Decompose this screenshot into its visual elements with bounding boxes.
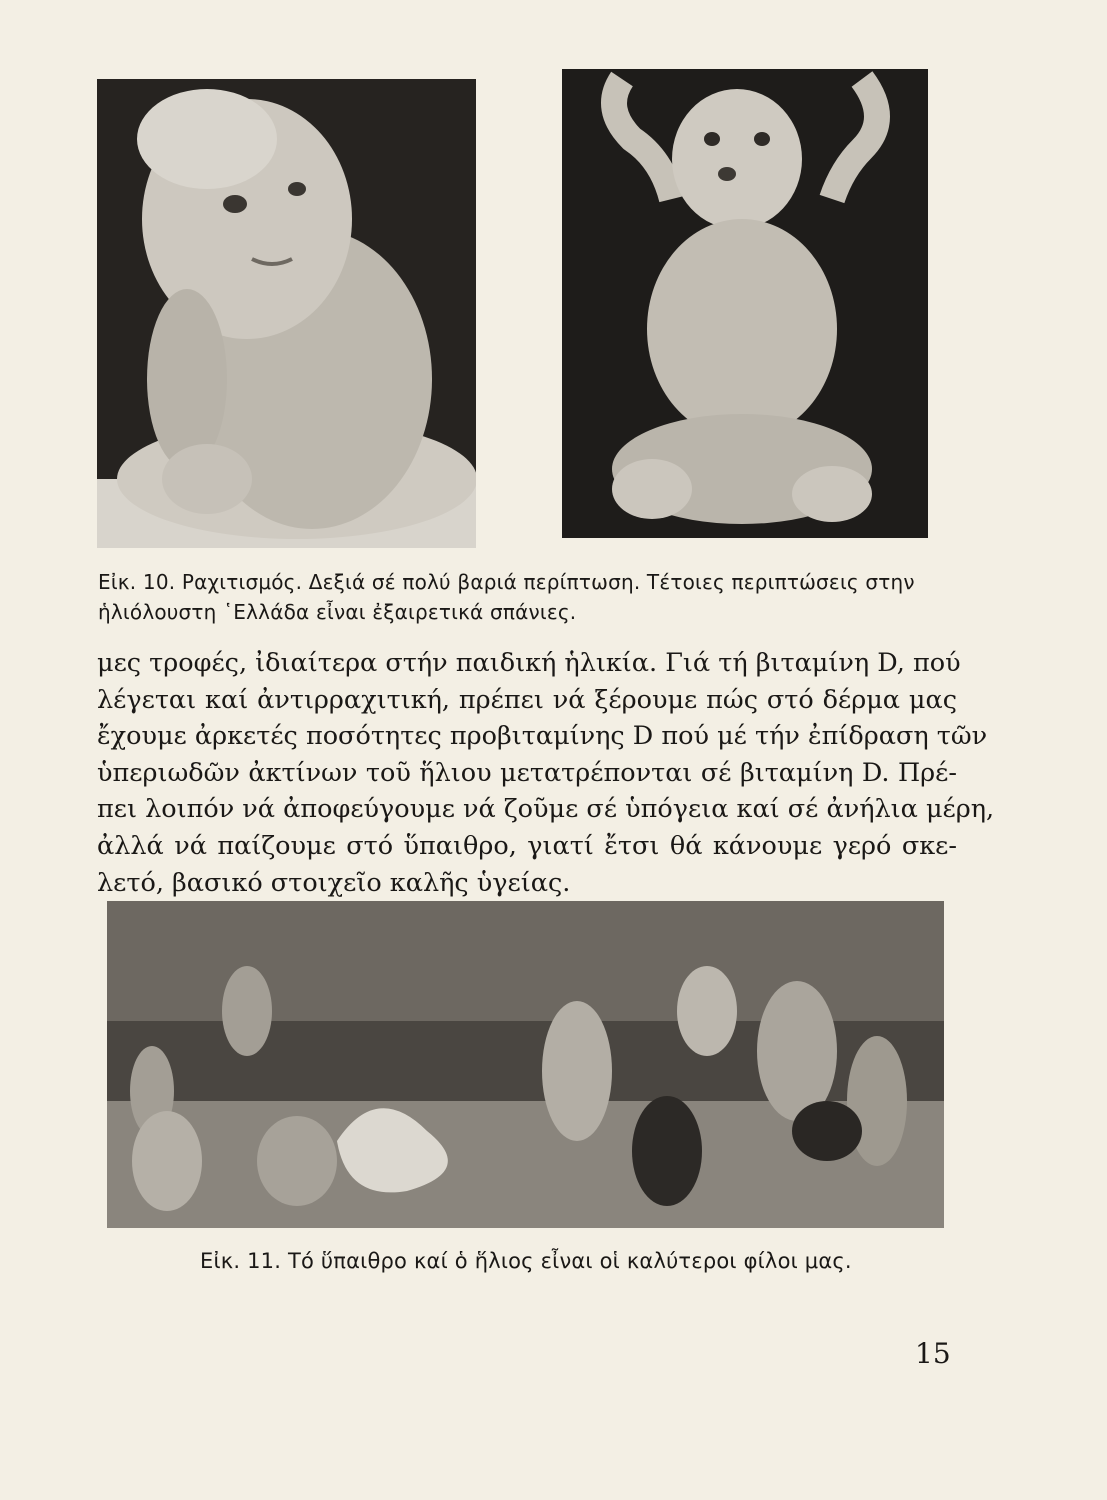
photo-children-playing-in-water (107, 901, 944, 1228)
figure-11-caption: Εἰκ. 11. Τό ὕπαιθρο καί ὁ ἥλιος εἶναι οἱ καλύτεροι φίλοι μας. (200, 1249, 852, 1273)
body-line: μες τροφές, ἰδιαίτερα στήν παιδική ἡλικία. Γιά τή βιταμίνη D, πού (97, 648, 961, 678)
figure-10-caption (98, 567, 958, 627)
figure-10-caption-line-1: Εἰκ. 10. Ραχιτισμός. Δεξιά σέ πολύ βαριά περίπτωση. Τέτοιες περιπτώσεις στην (98, 570, 915, 594)
body-paragraph (97, 645, 995, 901)
body-line: ἔχουμε ἀρκετές ποσότητες προβιταμίνης D πού μέ τήν ἐπίδραση τῶν (97, 721, 988, 752)
figure-10-caption-line-2: ἡλιόλουστη ῾Ελλάδα εἶναι ἐξαιρετικά σπάνιες. (98, 600, 577, 624)
photo-infant-rickets-right (562, 69, 928, 538)
body-line: λέγεται καί ἀντιρραχιτική, πρέπει νά ξέρουμε πώς στό δέρμα μας (97, 684, 957, 715)
body-line: πει λοιπόν νά ἀποφεύγουμε νά ζοῦμε σέ ὑπόγεια καί σέ ἀνήλια μέρη, (97, 794, 995, 825)
body-line: λετό, βασικό στοιχεῖο καλῆς ὑγείας. (97, 867, 571, 898)
photo-infant-rickets-left (97, 79, 476, 548)
body-line: ἀλλά νά παίζουμε στό ὕπαιθρο, γιατί ἔτσι θά κάνουμε γερό σκε- (97, 830, 957, 861)
page-number: 15 (915, 1337, 951, 1370)
body-line: ὑπεριωδῶν ἀκτίνων τοῦ ἥλιου μετατρέπονται σέ βιταμίνη D. Πρέ- (97, 757, 957, 788)
